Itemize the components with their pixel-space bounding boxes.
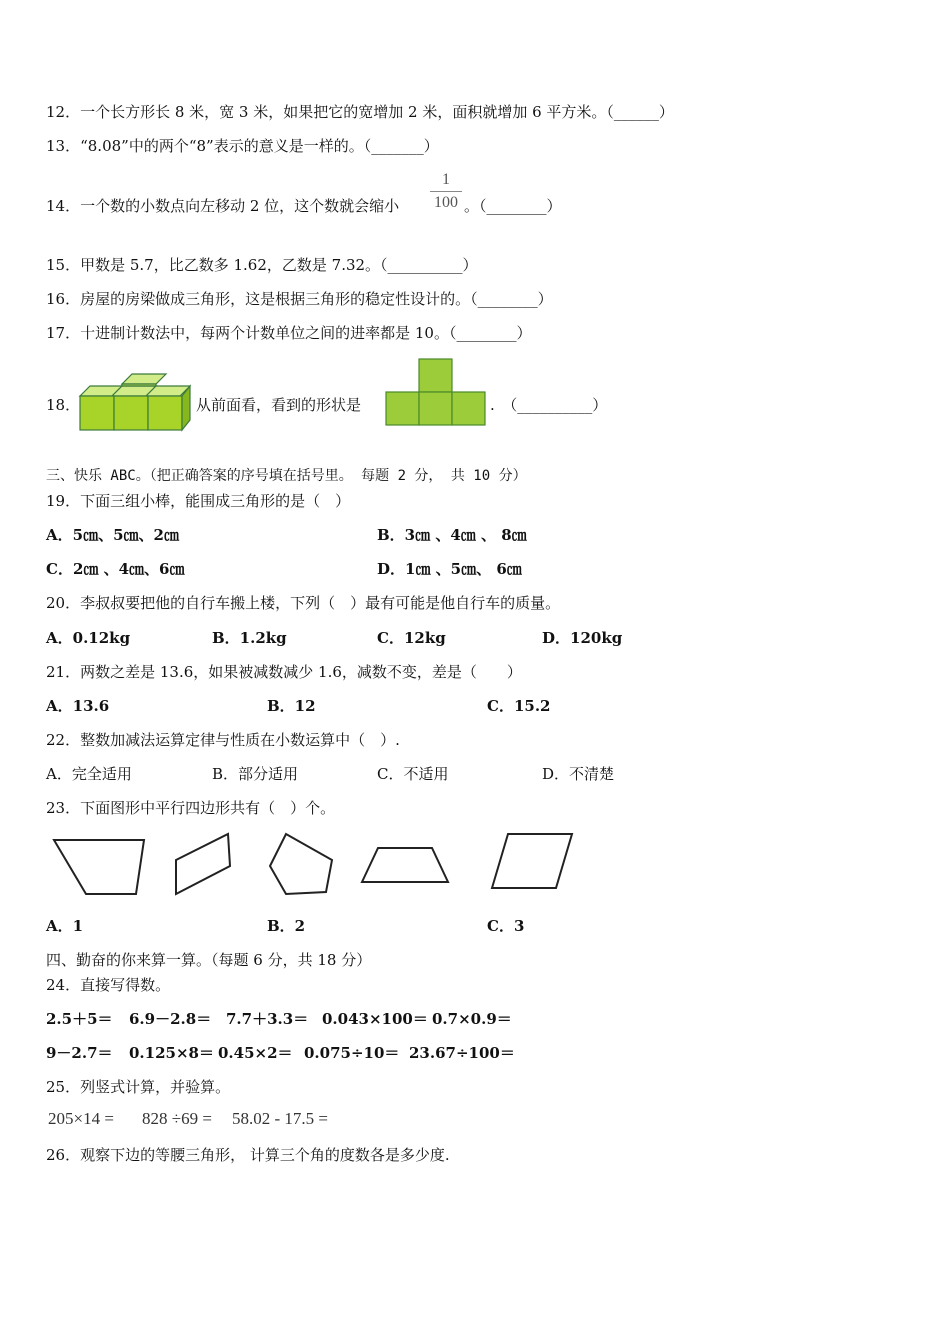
question-23: 23．下面图形中平行四边形共有（ ）个。 bbox=[46, 799, 336, 817]
view-square-top bbox=[419, 359, 452, 392]
calc-item: 6.9－2.8＝ bbox=[129, 1010, 212, 1028]
q21-option-c: C．15.2 bbox=[487, 697, 551, 715]
q20-option-a: A．0.12kg bbox=[46, 629, 131, 647]
view-square-left bbox=[386, 392, 419, 425]
vertical-calc-item: 828 ÷69 = bbox=[142, 1109, 212, 1128]
question-18-number: 18． bbox=[46, 396, 81, 414]
question-12: 12．一个长方形长 8 米，宽 3 米，如果把它的宽增加 2 米，面积就增加 6 平方米。（______） bbox=[46, 103, 674, 121]
question-14 bbox=[46, 196, 399, 216]
question-26: 26．观察下边的等腰三角形， 计算三个角的度数各是多少度. bbox=[46, 1146, 450, 1164]
shape-trapezoid-inverted bbox=[54, 840, 144, 894]
view-square-right bbox=[452, 392, 485, 425]
section-4-heading: 四、勤奋的你来算一算。（每题 6 分，共 18 分） bbox=[46, 951, 372, 969]
q20-option-b: B．1.2kg bbox=[212, 629, 287, 647]
q20-option-c: C．12kg bbox=[377, 629, 446, 647]
shape-parallelogram-small bbox=[176, 834, 230, 894]
question-20: 20．李叔叔要把他的自行车搬上楼，下列（ ）最有可能是他自行车的质量。 bbox=[46, 594, 561, 612]
question-18-text: 从前面看，看到的形状是 bbox=[196, 396, 362, 414]
q23-option-b: B．2 bbox=[267, 917, 306, 935]
q19-option-a: A．5㎝、5㎝、2㎝ bbox=[46, 526, 179, 544]
calc-item: 0.075÷10＝ bbox=[304, 1044, 400, 1062]
question-18-tail: . （__________） bbox=[490, 396, 608, 414]
calc-item: 0.043×100＝ bbox=[322, 1010, 428, 1028]
question-24: 24．直接写得数。 bbox=[46, 976, 171, 994]
vertical-calc-item: 58.02 - 17.5 = bbox=[232, 1109, 328, 1128]
q20-option-d: D．120kg bbox=[542, 629, 623, 647]
shape-parallelogram-large bbox=[492, 834, 572, 888]
shape-pentagon bbox=[270, 834, 332, 894]
calc-item: 0.45×2＝ bbox=[218, 1044, 293, 1062]
fraction-denominator: 100 bbox=[434, 194, 458, 211]
question-25: 25．列竖式计算，并验算。 bbox=[46, 1078, 231, 1096]
question-22: 22．整数加减法运算定律与性质在小数运算中（ ）. bbox=[46, 731, 400, 749]
fraction-numerator: 1 bbox=[442, 171, 450, 188]
q22-option-a: A．完全适用 bbox=[46, 765, 132, 783]
question-17: 17．十进制计数法中，每两个计数单位之间的进率都是 10。（________） bbox=[46, 324, 532, 342]
calc-item: 7.7＋3.3＝ bbox=[226, 1010, 309, 1028]
quadrilateral-figures bbox=[46, 826, 586, 900]
q22-option-c: C．不适用 bbox=[377, 765, 449, 783]
fraction-bar bbox=[430, 191, 462, 192]
q22-option-b: B．部分适用 bbox=[212, 765, 299, 783]
shape-trapezoid bbox=[362, 848, 448, 882]
question-16: 16．房屋的房梁做成三角形，这是根据三角形的稳定性设计的。（________） bbox=[46, 290, 553, 308]
calc-item: 9－2.7＝ bbox=[46, 1044, 113, 1062]
calc-item: 0.125×8＝ bbox=[129, 1044, 214, 1062]
calc-item: 23.67÷100＝ bbox=[409, 1044, 515, 1062]
cube-front-face-3 bbox=[148, 396, 182, 430]
q21-option-a: A．13.6 bbox=[46, 697, 110, 715]
question-15: 15．甲数是 5.7，比乙数多 1.62，乙数是 7.32。（__________） bbox=[46, 256, 478, 274]
q21-option-b: B．12 bbox=[267, 697, 316, 715]
q19-option-c: C．2㎝ 、4㎝、6㎝ bbox=[46, 560, 185, 578]
top-cube-top-face bbox=[122, 374, 166, 384]
q23-option-a: A．1 bbox=[46, 917, 84, 935]
question-14-text: 14．一个数的小数点向左移动 2 位，这个数就会缩小 bbox=[46, 197, 400, 215]
front-view-shape bbox=[386, 358, 486, 426]
view-square-middle bbox=[419, 392, 452, 425]
q19-option-d: D．1㎝ 、5㎝、 6㎝ bbox=[377, 560, 522, 578]
top-cube-front-face bbox=[122, 384, 156, 386]
q19-option-b: B．3㎝ 、4㎝ 、 8㎝ bbox=[377, 526, 527, 544]
cube-front-face-1 bbox=[80, 396, 114, 430]
calc-item: 0.7×0.9＝ bbox=[432, 1010, 512, 1028]
q22-option-d: D．不清楚 bbox=[542, 765, 615, 783]
question-14-tail: 。（________） bbox=[464, 197, 562, 215]
question-13: 13．“8.08”中的两个“8”表示的意义是一样的。（_______） bbox=[46, 137, 439, 155]
section-3-heading: 三、快乐 ABC。（把正确答案的序号填在括号里。 每题 2 分， 共 10 分） bbox=[46, 468, 527, 484]
cube-front-face-2 bbox=[114, 396, 148, 430]
question-21: 21．两数之差是 13.6，如果被减数减少 1.6，减数不变，差是（ ） bbox=[46, 663, 522, 681]
vertical-calc-item: 205×14 = bbox=[48, 1109, 114, 1128]
calc-item: 2.5＋5＝ bbox=[46, 1010, 113, 1028]
question-19: 19．下面三组小棒，能围成三角形的是（ ） bbox=[46, 492, 351, 510]
fraction-one-hundredth bbox=[430, 171, 462, 212]
cube-stack-figure bbox=[78, 370, 194, 432]
q23-option-c: C．3 bbox=[487, 917, 525, 935]
